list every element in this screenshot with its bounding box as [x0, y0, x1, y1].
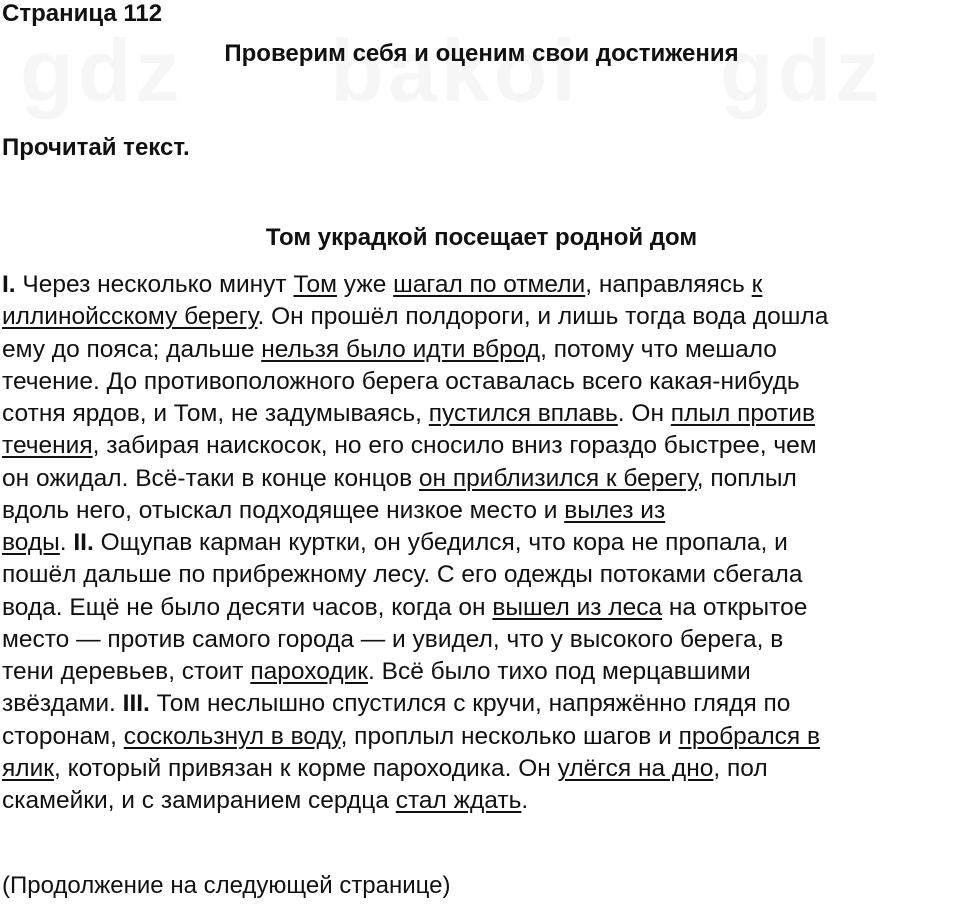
underlined-phrase: пробрался в	[678, 722, 820, 750]
underlined-phrase: пароходик	[250, 658, 368, 685]
story-text-segment: . Он прошёл полдороги, и лишь тогда вода дошла	[257, 303, 829, 331]
story-line	[2, 301, 962, 333]
underlined-phrase: улёгся на дно	[557, 754, 714, 782]
underlined-phrase: плыл против	[670, 400, 815, 427]
story-line	[2, 785, 962, 817]
story-text-segment: Том неслышно спустился с кручи, напряжённо глядя по	[149, 690, 791, 718]
underlined-phrase: иллинойсскому берегу	[2, 303, 258, 331]
story-text-segment: Ощупав карман куртки, он убедился, что кора не пропала, и	[93, 529, 788, 556]
story-text-segment: . Всё было тихо под мерцавшими	[367, 658, 751, 685]
story-line	[2, 592, 962, 624]
underlined-phrase: шагал по отмели	[393, 271, 586, 298]
story-line	[2, 430, 962, 462]
story-text	[2, 269, 962, 817]
story-text-segment: тени деревьев, стоит	[2, 658, 251, 685]
story-text-segment: , проплыл несколько шагов и	[340, 722, 679, 750]
story-line	[2, 624, 962, 656]
story-text-segment: сторонам,	[2, 722, 124, 750]
story-text-segment: Через несколько минут	[15, 271, 294, 298]
story-title: Том украдкой посещает родной дом	[265, 224, 698, 251]
underlined-phrase: пустился вплавь	[428, 400, 618, 427]
story-line	[2, 688, 962, 720]
story-text-segment: , забирая наискосок, но его сносило вниз гораздо быстрее, чем	[92, 432, 817, 460]
story-text-segment: скамейки, и с замиранием сердца	[2, 787, 396, 814]
instruction-text: Прочитай текст.	[2, 134, 190, 161]
story-text-segment: течение. До противоположного берега оставалась всего какая-нибудь	[2, 367, 800, 395]
story-line	[2, 656, 962, 688]
story-line	[2, 398, 962, 430]
section-title: Проверим себя и оценим свои достижения	[224, 40, 739, 67]
story-text-segment: , поплыл	[696, 464, 797, 492]
story-line	[2, 527, 962, 559]
story-text-segment: , направляясь	[585, 271, 752, 298]
watermark	[330, 20, 580, 122]
page-number-label: Страница 112	[2, 0, 163, 27]
story-text-segment: , потому что мешало	[540, 335, 777, 363]
watermark	[720, 20, 884, 122]
story-text-segment: , пол	[713, 754, 768, 782]
underlined-phrase: течения	[2, 432, 93, 460]
story-text-segment: звёздами.	[2, 690, 123, 718]
story-text-segment: ему до пояса; дальше	[2, 335, 262, 363]
underlined-phrase: стал ждать	[395, 787, 522, 814]
story-line	[2, 269, 962, 301]
underlined-phrase: воды	[2, 529, 60, 556]
underlined-phrase: вышел из леса	[492, 593, 663, 621]
watermark	[20, 20, 184, 122]
story-text-segment: вода. Ещё не было десяти часов, когда он	[2, 593, 493, 621]
story-line	[2, 334, 962, 366]
story-text-segment: уже	[336, 271, 394, 298]
underlined-phrase: соскользнул в воду	[123, 722, 341, 750]
story-text-segment: вдоль него, отыскал подходящее низкое место и	[2, 496, 565, 524]
underlined-phrase: Том	[293, 271, 337, 298]
story-text-segment: на открытое	[662, 593, 808, 621]
story-text-segment: пошёл дальше по прибрежному лесу. С его одежды потоками сбегала	[2, 561, 803, 589]
story-line	[2, 559, 962, 591]
story-text-segment: он ожидал. Всё-таки в конце концов	[2, 464, 419, 492]
part-number: I.	[2, 271, 16, 298]
story-text-segment: сотня ярдов, и Том, не задумываясь,	[2, 400, 429, 427]
part-number: II.	[73, 529, 94, 556]
story-text-segment: место — против самого города — и увидел, что у высокого берега, в	[2, 625, 784, 653]
underlined-phrase: нельзя было идти вброд	[261, 335, 541, 363]
story-line	[2, 463, 962, 495]
story-line	[2, 495, 962, 527]
underlined-phrase: вылез из	[564, 496, 666, 524]
underlined-phrase: он приблизился к берегу	[418, 464, 697, 492]
part-number: III.	[122, 690, 150, 718]
story-text-segment: .	[59, 529, 74, 556]
story-line	[2, 753, 962, 785]
story-text-segment: .	[521, 787, 529, 814]
story-text-segment: . Он	[617, 400, 671, 427]
continued-note: (Продолжение на следующей странице)	[2, 872, 451, 899]
story-text-segment: , который привязан к корме пароходика. Он	[53, 754, 558, 782]
story-line	[2, 721, 962, 753]
story-line	[2, 366, 962, 398]
underlined-phrase: ялик	[2, 754, 54, 782]
underlined-phrase: к	[751, 271, 763, 298]
